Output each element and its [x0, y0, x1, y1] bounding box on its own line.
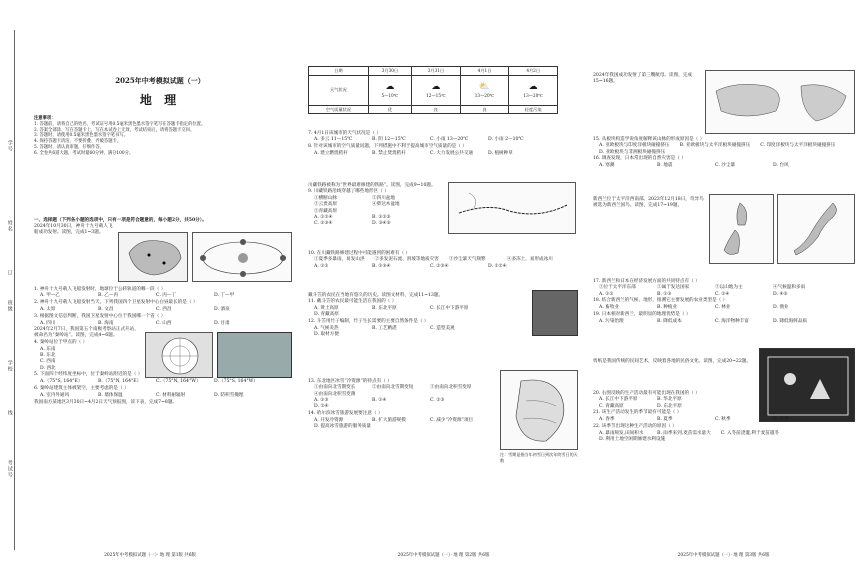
note-item: 2. 答案全部涂、写在答题卡上，写在本试卷上无效，考试结束后，请将答题卡交回。 [34, 127, 195, 133]
question-21: 21. 该生产活动发生的季节最有可能是（ ） [593, 410, 682, 416]
table-cell: 优 [368, 105, 411, 114]
option[interactable]: B. 扩大旅游规模 [372, 417, 406, 423]
option[interactable]: D. ②④ [314, 403, 329, 409]
table-row-label: 天气状况 [309, 75, 369, 105]
option[interactable]: C. 材料耐辐射 [156, 392, 186, 398]
questions-11-12 [308, 292, 518, 338]
option[interactable]: C. 减少“冷资源”项目 [430, 417, 474, 423]
new-zealand-map-icon [710, 195, 775, 265]
option[interactable]: C. 山西 [156, 320, 172, 326]
note-item: 3. 答题时，请使用0.5毫米黑色墨水签字笔书写。 [34, 133, 128, 139]
table-cell: 5—10℃ [381, 93, 399, 99]
questions-20-intro [593, 358, 753, 365]
binding-field-name: 姓名 [6, 220, 13, 232]
option[interactable]: B. ①③④ [372, 263, 391, 269]
option[interactable]: B. 乙—丙 [98, 293, 119, 299]
binding-mark-ding: 订 [6, 270, 13, 276]
option[interactable]: D. 西北 [40, 365, 56, 371]
note-item: 1. 答题前，请将自己的姓名、考试证号用0.5毫米黑色墨水签字笔写在答题卡指定的位置。 [34, 121, 206, 127]
option[interactable]: A. 四川 [40, 320, 56, 326]
japan-map [777, 194, 855, 264]
antarctica-map-icon [146, 333, 214, 379]
option[interactable]: D. 丁—甲 [214, 293, 235, 299]
option[interactable]: B. 种植业 [657, 305, 678, 311]
question-13: 13. 东北地区冰雪“冷资源”的特点有（ ） [308, 378, 392, 384]
option: ③云贵高原 [314, 202, 337, 208]
option[interactable]: C. 青藏高原 [599, 403, 624, 409]
note-item: 6. 全卷共6道大题，考试时量60分钟，满分100分。 [34, 150, 134, 156]
notes-block [34, 116, 289, 157]
option[interactable]: A. 建立燃烧秸秆 [314, 150, 348, 156]
map-note: 注：雪期是指当年初雪日到次年终雪日的天数 [500, 452, 578, 463]
table-header: 4月2日 [509, 67, 558, 76]
page-footer: 2025年中考模拟试题（一）· 地 理 第1版 共6版 [104, 553, 196, 559]
option[interactable]: D. 甘肃 [214, 320, 230, 326]
option[interactable]: D. ①②④ [488, 263, 507, 269]
option[interactable]: B. 雨季来到,麦苗需水量大 [657, 430, 711, 436]
questions-7-8 [308, 130, 580, 157]
option: ③沙尘暴天气频繁 [448, 257, 486, 263]
option[interactable]: C. 大力发展公共交通 [430, 150, 474, 156]
notes-heading: 注意事项： [34, 116, 56, 121]
option: ③由南向北积雪变厚 [430, 385, 472, 391]
sun-cloud-icon: ⛅ [478, 82, 491, 93]
option[interactable]: A. 甲—乙 [40, 293, 61, 299]
binding-margin [2, 30, 28, 550]
option[interactable]: A. 畜牧业 [599, 305, 620, 311]
questions-9-10 [308, 182, 443, 227]
option: ②属于发达国家 [657, 285, 690, 291]
intro-text: 2024年10月30日，神舟十九号载人飞船成功发射。读图，完成1~3题。 [34, 224, 113, 236]
section-heading: 一、选择题（下列各小题的选项中，只有一项是符合题意的，每小题2分，共50分）。 [34, 218, 207, 223]
table-header: 4月1日 [460, 67, 509, 76]
china-map-icon [119, 233, 189, 283]
option: ①由南向北雪期变长 [314, 385, 356, 391]
option[interactable]: A. 太原 [40, 306, 56, 312]
railway-map-icon [449, 183, 577, 235]
northeast-snow-map [500, 370, 578, 450]
option[interactable]: C. 秋季 [715, 417, 731, 423]
page-footer: 2025年中考模拟试题（一）· 地 理 第2版 共6版 [397, 553, 490, 559]
question-2: 2. 神舟十九号载人飞船发射当天，下列我国四个卫星发射中心白昼最长的是（ ） [34, 300, 198, 306]
option[interactable]: C. 丙—丁 [156, 293, 177, 299]
intro-text: 新西兰位于太平洋西南部。2023年12月18日，奇异鸟被选为新西兰国鸟。读图，完成17~19题。 [593, 196, 704, 208]
option[interactable]: D. 渔业 [773, 305, 789, 311]
question-1: 1. 神舟十九号载人飞船发射时，地球位于公转轨道的哪一段（ ） [34, 286, 166, 292]
qinling-station-photo [217, 332, 292, 378]
cloud-icon: ☁ [431, 82, 441, 93]
question-6: 6. 秦岭站建筑主体被架空，主要考虑的是（ ） [34, 385, 129, 391]
exam-title: 2025年中考模拟试题（一） [115, 76, 205, 85]
option[interactable]: A. 长江中下游平原 [599, 397, 638, 403]
option[interactable]: A. 春季 [599, 417, 615, 423]
sichuan-tibet-railway-map [448, 182, 576, 234]
binding-field-exam-no: 考试号 [6, 460, 13, 478]
option[interactable]: C. 造型美观 [430, 325, 455, 331]
option[interactable]: A. 黄土高原 [314, 306, 339, 312]
option[interactable]: D. 小雨 2—10℃ [488, 137, 524, 143]
option[interactable]: A. 多云 11—15℃ [314, 137, 353, 143]
world-map-figure [705, 70, 855, 134]
snow-map-icon [501, 371, 579, 451]
intro-text: 2024年我国成功发射了第三艘航母。读图，完成15~16题。 [593, 72, 692, 84]
option[interactable]: A. 寒潮 [599, 163, 615, 169]
table-cell: 13—20℃ [523, 93, 543, 99]
table-cell: 轻度污染 [509, 105, 558, 114]
intro-text: 川藏铁路被称为“世界最难修建的铁路”。读图，完成9~10题。 [308, 182, 436, 188]
question-7: 7. 4月1日该城市的天气状况是（ ） [308, 130, 381, 136]
option: ①夏季多暴雨，易发山洪 [314, 257, 365, 263]
option[interactable]: D. 提高冰雪旅游的服务质量 [314, 423, 371, 429]
intro-text: 我国南方某地区3月30日~4月2日天气预报图，读下表，完成7~8题。 [34, 399, 178, 405]
option: ②多发泥石流、滑坡等地质灾害 [374, 257, 439, 263]
binding-line [14, 30, 15, 550]
japan-map-icon [778, 195, 856, 265]
option[interactable]: B. 地震 [657, 163, 673, 169]
option[interactable]: B. ①③ [657, 291, 672, 297]
china-map-figure [118, 232, 188, 282]
table-cell: 良 [460, 105, 509, 114]
new-zealand-map [709, 194, 774, 264]
option[interactable]: B. 华北平原 [657, 397, 682, 403]
binding-field-class: 班级 [6, 300, 13, 312]
option[interactable]: B. 禁止焚烧秸秆 [372, 150, 406, 156]
option[interactable]: C.（75°N, 164°W） [156, 379, 201, 385]
binding-field-id: 学号 [6, 140, 13, 152]
option[interactable]: D.（75°S, 164°W） [214, 379, 258, 385]
option[interactable]: A. 污染治理 [599, 318, 624, 324]
option[interactable]: D. ④⑤ [773, 291, 788, 297]
table-header: 3月31日 [412, 67, 461, 76]
orbit-figure [192, 232, 292, 282]
option[interactable]: C. 小雨 13—20℃ [430, 137, 469, 143]
option[interactable]: D. 利用土地空闲期修建水利设施 [599, 436, 666, 442]
option[interactable]: B. 阴 12—15℃ [372, 137, 406, 143]
exam-page-3 [587, 0, 860, 573]
option: ④气候温和多雨 [773, 285, 806, 291]
intro-text: 剪纸是我国传统的民间艺术，反映着各地的民俗文化。读图，完成20~22题。 [593, 358, 751, 364]
option[interactable]: B. 工艺精湛 [372, 325, 397, 331]
antarctica-map-figure [145, 332, 213, 378]
binding-mark-xian: 线 [6, 410, 13, 416]
option[interactable]: D. 台风 [773, 163, 789, 169]
exam-page-2 [300, 0, 587, 573]
question-22: 22. 该季节出现这种生产活动的原因（ ） [593, 423, 677, 429]
questions-13-14 [308, 378, 483, 430]
note-item: 5. 答题时，请认真审题，仔细作答。 [34, 144, 104, 150]
option[interactable]: D. 东北平原 [657, 403, 682, 409]
option[interactable]: B. 降低成本 [657, 318, 682, 324]
option[interactable]: B. 夏季 [657, 417, 673, 423]
questions-15-16-body [593, 136, 855, 169]
option[interactable]: A. 东南 [40, 347, 56, 353]
option[interactable]: B. 文昌 [98, 306, 114, 312]
question-20: 20. 右图反映的生产活动最有可能出现在我国的（ ） [593, 390, 700, 396]
world-map-icon [706, 71, 856, 135]
question-18: 18. 结合新西兰的气候、地形，推测它主要发展的农业类型是（ ） [593, 298, 728, 304]
earth-orbit-icon [193, 233, 293, 283]
option[interactable]: A. ①② [314, 263, 329, 269]
option[interactable]: C. ②④ [715, 291, 730, 297]
question-17: 17. 新西兰和日本在经济发展方面的共同特点有（ ） [593, 278, 700, 284]
exam-page-1 [0, 0, 300, 573]
option[interactable]: C. 沙尘暴 [715, 163, 736, 169]
questions-17-intro [593, 196, 705, 210]
table-cell: 良 [412, 105, 461, 114]
option[interactable]: C. ②③ [430, 397, 445, 403]
subject-title: 地 理 [139, 93, 181, 107]
question-10: 10. 在川藏铁路修建过程中可能遇到的困难有（ ） [308, 250, 411, 256]
option: ①横断山脉 [314, 196, 337, 202]
question-16: 16. 调查发现，日本常出现的自然灾害是（ ） [593, 156, 686, 162]
option[interactable]: A. ①② [599, 291, 614, 297]
option[interactable]: A. 室内外通风 [40, 392, 70, 398]
option: ①位于太平洋东部 [599, 285, 636, 291]
table-row-label: 空气质量状况 [309, 105, 369, 114]
cloud-icon: ☁ [528, 82, 538, 93]
questions-15-16 [593, 72, 701, 86]
option[interactable]: C. ②③④ [314, 220, 333, 226]
option[interactable]: B. 东北平原 [372, 306, 397, 312]
question-9: 9. 川藏铁路沿线穿越了哪些地形区（ ） [308, 189, 389, 195]
intro-text: 2024年2月7日，我国第五个南极考察站正式开站，被命名为“秦岭站”。读图，完成4~6题。 [34, 327, 139, 339]
option: ④由南向北积雪变薄 [314, 391, 356, 397]
binding-field-school: 学校 [6, 360, 13, 372]
option: ⑤青藏高原 [314, 208, 337, 214]
rain-cloud-icon: ☁ [385, 82, 395, 93]
option[interactable]: A. ①②④ [314, 214, 333, 220]
option[interactable]: D. 取材方便 [314, 332, 339, 338]
option[interactable]: C. 海洋物种丰富 [715, 318, 749, 324]
option: ②由南向北雪期变短 [372, 385, 414, 391]
table-header: 日期 [309, 67, 369, 76]
questions-10-11 [308, 250, 580, 270]
table-cell: 12—15℃ [426, 93, 446, 99]
option: ②四川盆地 [372, 196, 395, 202]
table-cell: 13—20℃ [474, 93, 495, 99]
option[interactable]: A. 气候炎热 [314, 325, 339, 331]
option: ③以山地为主 [715, 285, 743, 291]
table-header: 3月30日 [368, 67, 411, 76]
question-5: 5. 下面四个经纬度坐标中，位于秦岭站附近的是（ ） [34, 372, 143, 378]
option[interactable]: C. ②③④ [430, 263, 449, 269]
option[interactable]: D. 青藏高原 [314, 312, 339, 318]
option[interactable]: D. 酒泉 [214, 306, 230, 312]
question-15: 15. 从板块构造学说角度解释该山脉的形成原因是（ ） [593, 136, 705, 142]
option[interactable]: D. 冬季 [773, 417, 789, 423]
option[interactable]: A. 暴雨频发,田间积水 [599, 430, 644, 436]
option[interactable]: A. 开发冷资源 [314, 417, 344, 423]
option[interactable]: A. ①③ [314, 397, 329, 403]
question-8: 8. 针对该城市的空气质量问题，下列措施中不利于提高城市空气质量的是（ ） [308, 144, 467, 150]
question-11: 11. 戴斗笠的农民最可能生活在我国的（ ） [308, 299, 397, 305]
questions-20-22 [593, 390, 855, 443]
option[interactable]: D. ③④⑤ [372, 220, 391, 226]
page-footer: 2025年中考模拟试题（一）· 地 理 第3版 共6版 [677, 553, 770, 559]
option[interactable]: B. ①②⑤ [372, 214, 391, 220]
question-12: 12. 斗笠用竹子编制，竹子生长需要的主要自然条件是（ ） [308, 319, 429, 325]
option: ④多冻土，易形成冰川 [506, 257, 553, 263]
option[interactable]: D. 防积雪掩埋 [214, 392, 244, 398]
note-item: 4. 保持答题卡清洁，不要折叠、弄破答题卡。 [34, 139, 122, 145]
option[interactable]: B. 墙体保温 [98, 392, 123, 398]
question-14: 14. 哈尔滨冰雪旅游发展要注意（ ） [308, 410, 383, 416]
bamboo-hat-farmer-photo [532, 290, 578, 336]
option[interactable]: B. ①④ [372, 397, 387, 403]
option[interactable]: A. 亚欧板块与印度洋板块碰撞挤压 [599, 143, 670, 149]
questions-17-19 [593, 278, 855, 325]
option[interactable]: C. 印度洋板块与太平洋板块碰撞挤压 [760, 143, 836, 149]
option[interactable]: C. 长江中下游平原 [430, 306, 469, 312]
intro-text: 戴斗笠的农民在当地有悠久的历史。读图文材料，完成11~13题。 [308, 292, 443, 298]
question-3: 3. 根据图文信息判断，我国卫星发射中心位于我国哪一个省（ ） [34, 313, 166, 319]
option[interactable]: A.（75°S, 164°E） [40, 379, 83, 385]
option[interactable]: B. 海南 [98, 320, 114, 326]
option[interactable]: D. 亚欧板块与非洲板块碰撞挤压 [599, 149, 666, 155]
option[interactable]: D. 植树种草 [488, 150, 513, 156]
question-4: 4. 秦岭站位于甲点的（ ） [34, 340, 88, 346]
option[interactable]: D. 降低海鲜品质 [773, 318, 808, 324]
option[interactable]: B.（75°N, 164°E） [98, 379, 142, 385]
question-19: 19. 日本相对新西兰，最明显的地理优势是（ ） [593, 311, 691, 317]
option: ④柴达木盆地 [372, 202, 400, 208]
option[interactable]: B. 东北 [40, 353, 56, 359]
option[interactable]: C. 入冬前浇灌,利于麦苗越冬 [720, 430, 779, 436]
option[interactable]: C. 西南 [40, 359, 56, 365]
weather-table [308, 66, 558, 114]
option[interactable]: C. 林业 [715, 305, 731, 311]
option[interactable]: B. 亚欧板块与太平洋板块碰撞挤压 [679, 143, 751, 149]
option[interactable]: C. 西昌 [156, 306, 172, 312]
